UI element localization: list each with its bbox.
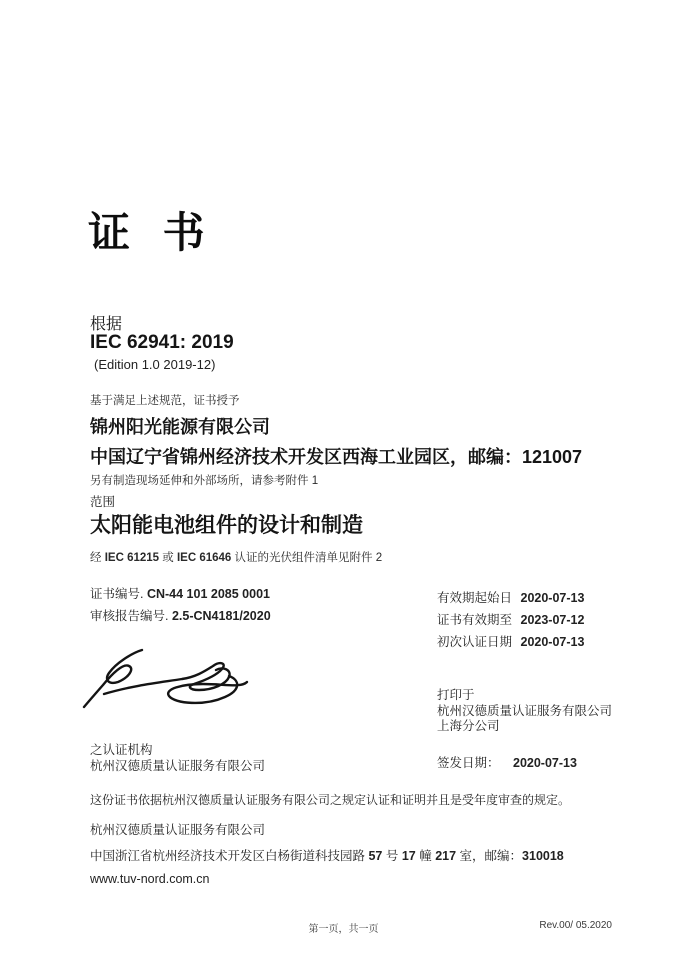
audit-report-row [90,605,271,627]
validity-block [437,587,584,653]
certificate-number-row [90,583,271,605]
basis-label: 根据 [90,316,123,333]
initial-certification-row [437,631,584,653]
issuer-address-text: 室，邮编： [456,849,523,863]
certificate-number-label: 证书编号. [90,587,144,601]
award-intro: 基于满足上述规范，证书授予 [90,395,240,407]
issuer-address-text: 号 [382,849,402,863]
issue-date-label: 签发日期： [437,756,500,770]
footer-revision: Rev.00/ 05.2020 [539,920,612,931]
validity-end-row [437,609,584,631]
printed-at-label: 打印于 [437,688,475,702]
referenced-standard: IEC 61215 [104,552,160,564]
validity-start-date: 2020-07-13 [520,591,585,605]
issuer-postal-code: 310018 [522,849,564,863]
validity-end-label: 证书有效期至 [437,613,513,627]
audit-report-label: 审核报告编号. [90,609,169,623]
initial-certification-date: 2020-07-13 [520,635,585,649]
issuer-address-number: 57 [368,849,383,863]
holder-company-name: 锦州阳光能源有限公司 [90,417,270,437]
scope-note-text: 经 [90,552,105,564]
standard-edition: (Edition 1.0 2019-12) [94,357,216,372]
issuer-address-number: 217 [435,849,457,863]
issuer-address [90,846,564,864]
scope-note [90,549,382,565]
signature [78,643,256,719]
standard-name: IEC 62941: 2019 [90,332,234,353]
scope-label: 范围 [90,495,116,509]
printed-at-block [437,688,612,735]
page-title: 证 书 [88,208,207,257]
validity-end-date: 2023-07-12 [520,613,585,627]
validity-start-label: 有效期起始日 [437,591,513,605]
validity-start-row [437,587,584,609]
issuer-address-text: 幢 [415,849,436,863]
issuer-address-number: 17 [401,849,416,863]
issue-date-row [437,756,577,772]
certificate-number: CN-44 101 2085 0001 [146,587,270,601]
certification-body-block [90,743,265,774]
footer-page-number: 第一页，共一页 [308,924,379,935]
manufacturing-sites-note: 另有制造现场延伸和外部场所，请参考附件 1 [90,475,319,487]
audit-report-number: 2.5-CN4181/2020 [171,609,271,623]
certificate-numbers-block [90,583,271,627]
scope-note-text: 认证的光伏组件清单见附件 2 [231,552,383,564]
holder-company-address: 中国辽宁省锦州经济技术开发区西海工业园区，邮编：121007 [90,447,583,467]
issuer-company: 杭州汉德质量认证服务有限公司 [90,823,266,837]
initial-certification-label: 初次认证日期 [437,635,513,649]
issuer-address-text: 中国浙江省杭州经济技术开发区白杨街道科技园路 [90,849,369,863]
scope-note-text: 或 [159,552,177,564]
issue-date-value: 2020-07-13 [513,756,577,770]
certification-body-name: 杭州汉德质量认证服务有限公司 [90,758,266,773]
certification-body-label: 之认证机构 [90,743,153,757]
printing-company: 杭州汉德质量认证服务有限公司 [437,703,613,718]
issuer-website: www.tuv-nord.com.cn [90,872,210,886]
scope-title: 太阳能电池组件的设计和制造 [90,514,363,537]
disclaimer-text: 这份证书依据杭州汉德质量认证服务有限公司之规定认证和证明并且是受年度审查的规定。 [90,793,571,807]
printing-branch: 上海分公司 [437,719,500,733]
referenced-standard: IEC 61646 [176,552,232,564]
